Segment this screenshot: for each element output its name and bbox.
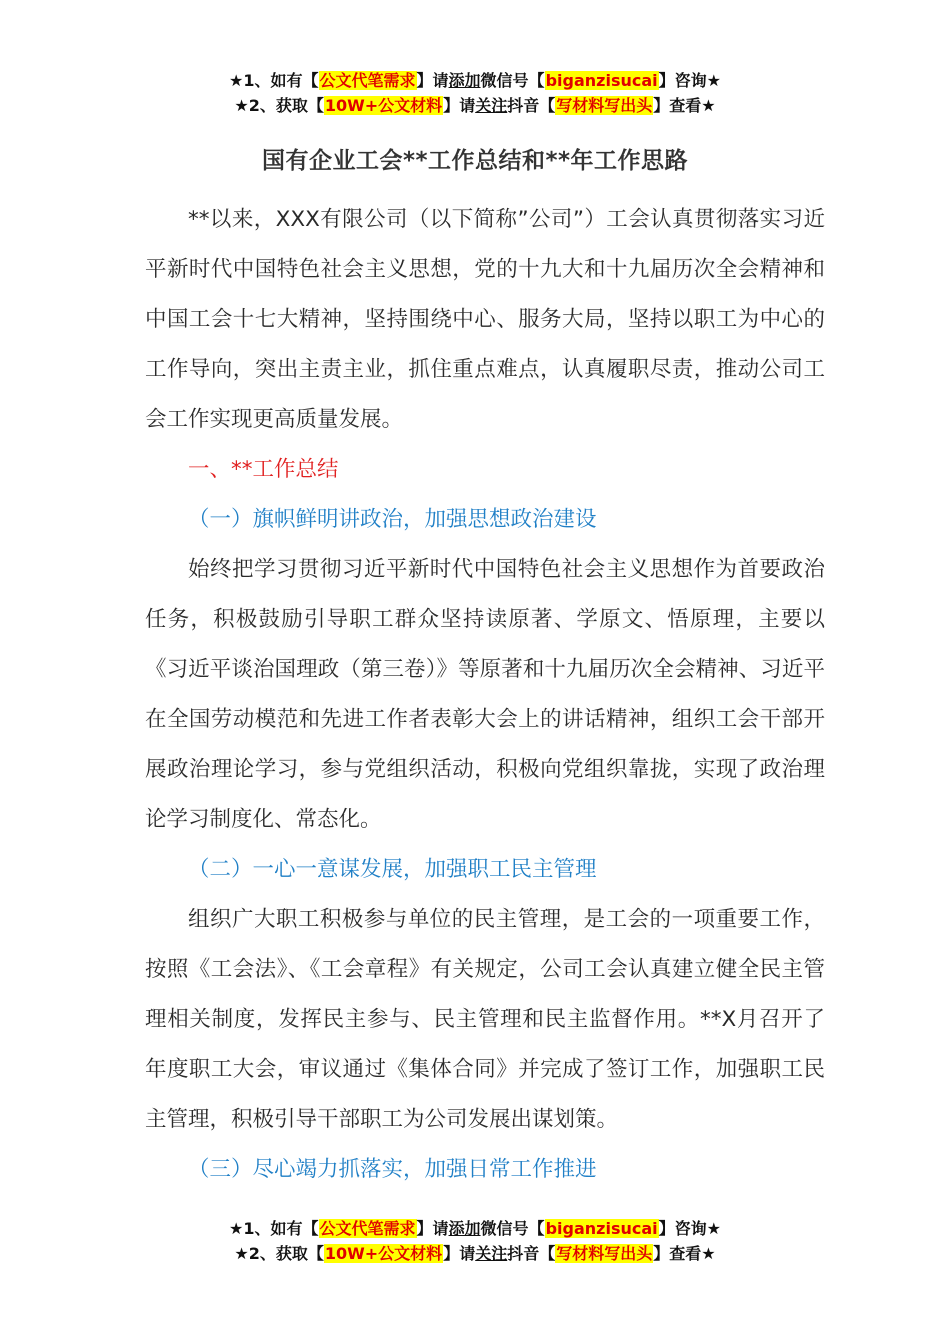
promo-highlight: 公文代笔需求 [319, 1219, 416, 1238]
promo-text: 】请 [443, 1244, 476, 1263]
promo-text: ★1、如有【 [229, 71, 319, 90]
promo-text: 】咨询★ [658, 71, 721, 90]
promo-text: 】咨询★ [658, 1219, 721, 1238]
promo-text: 】查看★ [653, 1244, 716, 1263]
promo-underline: 添加 [448, 1219, 481, 1238]
promo-highlight: biganzisucai [545, 71, 658, 90]
promo-highlight: 公文代笔需求 [319, 71, 416, 90]
promo-text: 】请 [416, 1219, 449, 1238]
subsection-heading: （二）一心一意谋发展，加强职工民主管理 [188, 857, 597, 882]
promo-highlight: 10W+公文材料 [324, 1244, 443, 1263]
promo-highlight: 10W+公文材料 [324, 96, 443, 115]
promo-banner-top [0, 68, 950, 118]
promo-line-2 [0, 93, 950, 118]
promo-line-2 [0, 1241, 950, 1266]
promo-text: 抖音【 [507, 96, 556, 115]
promo-underline: 关注 [475, 96, 508, 115]
promo-text: ★1、如有【 [229, 1219, 319, 1238]
promo-text: 微信号【 [480, 1219, 545, 1238]
promo-highlight: 写材料写出头 [556, 1244, 653, 1263]
document-title: 国有企业工会**工作总结和**年工作思路 [261, 148, 689, 174]
promo-text: ★2、获取【 [234, 1244, 324, 1263]
promo-text: 】请 [443, 96, 476, 115]
promo-highlight: biganzisucai [545, 1219, 658, 1238]
subsection-heading: （三）尽心竭力抓落实，加强日常工作推进 [188, 1157, 597, 1182]
body-paragraph: 始终把学习贯彻习近平新时代中国特色社会主义思想作为首要政治任务，积极鼓励引导职工群众坚持读原著、学原文、悟原理，主要以《习近平谈治国理政（第三卷）》等原著和十九届历次全会精神、习近平在全国劳动模范和先进工作者表彰大会上的讲话精神，组织工会干部开展政治理论学习，参与党组织活动，积极向党组织靠拢，实现了政治理论学习制度化、常态化。 [145, 557, 825, 832]
section-heading: 一、**工作总结 [188, 457, 339, 482]
body-paragraph: 组织广大职工积极参与单位的民主管理，是工会的一项重要工作，按照《工会法》、《工会章程》有关规定，公司工会认真建立健全民主管理相关制度，发挥民主参与、民主管理和民主监督作用。**X月召开了年度职工大会，审议通过《集体合同》并完成了签订工作，加强职工民主管理，积极引导干部职工为公司发展出谋划策。 [145, 907, 825, 1132]
promo-line-1 [0, 68, 950, 93]
subsection-heading: （一）旗帜鲜明讲政治，加强思想政治建设 [188, 507, 597, 532]
intro-paragraph: **以来，XXX有限公司（以下简称”公司”）工会认真贯彻落实习近平新时代中国特色社会主义思想，党的十九大和十九届历次全会精神和中国工会十七大精神，坚持围绕中心、服务大局，坚持以职工为中心的工作导向，突出主责主业，抓住重点难点，认真履职尽责，推动公司工会工作实现更高质量发展。 [145, 207, 825, 432]
promo-underline: 关注 [475, 1244, 508, 1263]
promo-line-1 [0, 1216, 950, 1241]
promo-text: ★2、获取【 [234, 96, 324, 115]
promo-banner-bottom [0, 1216, 950, 1266]
document-body [145, 195, 825, 1195]
promo-underline: 添加 [448, 71, 481, 90]
promo-text: 】请 [416, 71, 449, 90]
promo-highlight: 写材料写出头 [556, 96, 653, 115]
promo-text: 抖音【 [507, 1244, 556, 1263]
promo-text: 】查看★ [653, 96, 716, 115]
promo-text: 微信号【 [480, 71, 545, 90]
